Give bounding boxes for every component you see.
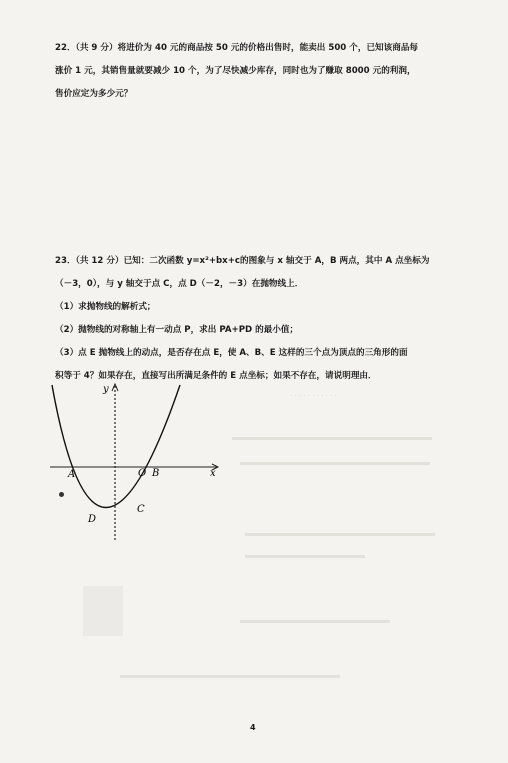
label-B: B: [152, 468, 160, 479]
bleed-through-mark: [240, 620, 390, 623]
label-C: C: [137, 504, 145, 515]
question-23-line-1: 23．（共 12 分）已知：二次函数 y=x²+bx+c的图象与 x 轴交于 A，B 两点，其中 A 点坐标为: [55, 256, 430, 266]
question-22-line-3: 售价应定为多少元？: [55, 89, 133, 99]
parabola-curve: [52, 385, 180, 508]
question-22: [55, 37, 475, 106]
bleed-through-mark: [120, 675, 340, 678]
bleed-through-mark: [245, 533, 435, 536]
bleed-through-mark: [232, 437, 432, 440]
question-23: [55, 250, 475, 388]
question-22-line-2: 涨价 1 元，其销售量就要减少 10 个，为了尽快减少库存，同时也为了赚取 8000 元的利润，: [55, 66, 416, 76]
stray-ink-dot: [59, 492, 64, 497]
question-23-part-1: （1）求抛物线的解析式；: [55, 302, 156, 312]
label-D: D: [88, 514, 97, 525]
bleed-through-text: · · · · · · · · · · ·: [290, 392, 337, 400]
label-x: x: [210, 468, 216, 479]
label-A: A: [68, 469, 76, 480]
question-22-line-1: 22．（共 9 分）将进价为 40 元的商品按 50 元的价格出售时，能卖出 500 个，已知该商品每: [55, 43, 419, 53]
page-number: 4: [250, 723, 256, 732]
question-23-part-3b: 积等于 4？如果存在，直接写出所满足条件的 E 点坐标；如果不存在，请说明理由．: [55, 371, 377, 381]
parabola-figure: [40, 380, 240, 550]
question-23-part-3a: （3）点 E 抛物线上的动点，是否存在点 E，使 A、B、E 这样的三个点为顶点的三角形的面: [55, 348, 408, 358]
bleed-through-mark: [83, 586, 123, 636]
question-23-line-2: （－3，0），与 y 轴交于点 C，点 D（－2，－3）在抛物线上．: [55, 279, 304, 289]
label-y: y: [103, 384, 109, 395]
question-23-part-2: （2）抛物线的对称轴上有一动点 P，求出 PA+PD 的最小值；: [55, 325, 299, 335]
bleed-through-mark: [240, 462, 430, 465]
label-O: O: [138, 468, 147, 479]
bleed-through-mark: [245, 555, 365, 558]
